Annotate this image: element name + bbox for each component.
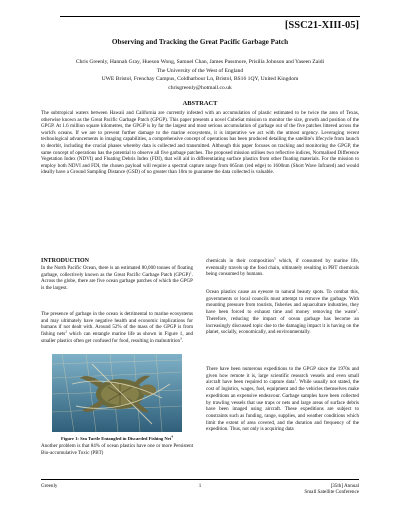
introduction-heading: INTRODUCTION bbox=[41, 258, 90, 264]
author-email: chrisgreenly@hotmail.co.uk bbox=[168, 84, 232, 91]
footer-conference bbox=[304, 483, 359, 496]
intro-paragraph-2 bbox=[41, 311, 193, 345]
paper-title: Observing and Tracking the Great Pacific Garbage Patch bbox=[111, 38, 289, 46]
right-p1-end: which, if consumed by marine life, eventually travels up the food chain, ultimately resulting in PBT chemicals being consumed by humans. bbox=[206, 258, 359, 278]
right-p3-end: . While usually not stated, the cost of logistics, wages, fuel, equipment and the vehicles themselves make expeditions an expensive endeavour. Garbage samples have been collected by trawling vessels that use traps or nets and large areas of surface debris have been imaged using aircraft. These expeditions are subject to constraints such as funding, range, supplies, and weather conditions which limit the extent of area covered, and the duration and frequency of the expedition. Thus, not only is acquiring data bbox=[206, 379, 359, 433]
intro-p1-end: . Across the globe, there are five ocean garbage patches of which the GPGP is the largest. bbox=[41, 271, 193, 292]
right-p1-text: chemicals in their composition bbox=[206, 258, 274, 264]
footer-rule bbox=[41, 479, 359, 480]
page-number: 1 bbox=[198, 483, 202, 489]
abstract-heading: ABSTRACT bbox=[182, 100, 218, 107]
intro-p2-end: which can entangle marine life as shown in Figure 1, and smaller plastics often get confused for food, resulting in malnutrition bbox=[41, 331, 193, 344]
figure-caption-text: Figure 1: Sea Turtle Entangled in Discarded Fishing Net bbox=[61, 436, 172, 441]
author-names: Chris Greenly, Hannah Gray, Hueson Wong, Samuel Chan, James Passmore, Prisilla Johnson and Yaseen Zaidi bbox=[75, 59, 325, 65]
footer-conference-line2: Small Satellite Conference bbox=[304, 489, 359, 496]
footer-conference-line1: [35th] Annual bbox=[330, 483, 359, 489]
right-paragraph-1 bbox=[206, 258, 359, 278]
ref-mark: 3 bbox=[180, 336, 182, 341]
abstract-text: The subtropical waters between Hawaii and California are currently infested with an accumulation of plastic estimated to be twice the area of Texas, otherwise known as the Great Pacific Garbage Patch (GPGP). This paper presents a novel CubeSat mission to monitor the size, growth and position of the GPGP. At 1.6 million square kilometres, the GPGP is by far the largest and most serious accumulation of garbage out of the five patches littered across the world's oceans. If we are to prevent further damage to the marine ecosystems, it is imperative we act with the utmost urgency. Leveraging recent technological advancements in imaging capabilities, a comprehensive concept of operations has been produced detailing the satellite's lifecycle from launch to deorbit, including the crucial phases whereby data is collected and transmitted. Although this paper focuses on tracking and monitoring the GPGP, the same concept of operations has the potential to observe all five garbage patches. The proposed mission utilises two reflective indices, Normalised Difference Vegetation Index (NDVI) and Floating Debris Index (FDI), that will aid in differentiating surface plastics from other floating materials. For the mission to employ both NDVI and FDI, the chosen payload will require a spectral capture range from 665nm (red edge) to 1600nm (Short Wave Infrared) and would ideally have a Ground Sampling Distance (GSD) of no greater than 10m to guarantee the data collected is valuable. bbox=[41, 110, 359, 176]
ref-mark: 1 bbox=[294, 377, 297, 382]
right-paragraph-2 bbox=[206, 289, 359, 336]
right-p2-text: Ocean plastics cause an eyesore to natural beauty spots. To combat this, governments or local councils must attempt to remove the garbage. With mounting pressure from tourists, fisheries and aquaculture industries, they have been forced to exhaust time and money removing the waste bbox=[206, 289, 359, 316]
sea-turtle-figure bbox=[52, 354, 182, 432]
author-address: UWE Bristol, Frenchay Campus, Coldharbour Ln, Bristol, BS16 1QY, United Kingdom bbox=[101, 76, 299, 83]
top-rule bbox=[60, 16, 360, 17]
right-p3-text: There have been numerous expeditions to the GPGP since the 1970s and given how remote it is, large scientific research vessels and even small aircraft have been required to capture data bbox=[206, 366, 359, 386]
footer-author: Greenly bbox=[41, 483, 58, 489]
figure-caption bbox=[41, 436, 193, 441]
right-p2-end: . Therefore, reducing the impact of ocean garbage has become an increasingly discussed topic due to the damaging impact it is having on the planet, socially, economically, and environmentally. bbox=[206, 309, 359, 336]
document-id: [SSC21-XIII-05] bbox=[284, 20, 359, 31]
ref-mark: 1 bbox=[355, 307, 358, 312]
intro-p1-text: In the North Pacific Ocean, there is an estimated 80,000 tonnes of floating garbage, collectively known as the Great Pacific Garbage Patch (GPGP) bbox=[41, 265, 193, 278]
right-paragraph-3 bbox=[206, 366, 359, 433]
author-university: The University of the West of England bbox=[156, 67, 244, 74]
ref-mark: 1 bbox=[189, 270, 192, 275]
intro-paragraph-3: Another problem is that 84% of ocean plastics have one or more Persistent Bio-accumulative Toxic (PBT) bbox=[41, 443, 193, 456]
intro-p2-text: The presence of garbage in the ocean is detrimental to marine ecosystems and may ultimately have negative health and economic implications for humans if not dealt with. Around 52% of the mass of the GPGP is from fishing nets bbox=[41, 311, 193, 338]
intro-p2-end2: . bbox=[181, 337, 184, 344]
ref-mark: 4 bbox=[171, 434, 173, 439]
sea-turtle-net-image bbox=[52, 354, 182, 432]
ref-mark: 5 bbox=[273, 256, 276, 261]
ref-mark: 2 bbox=[65, 329, 68, 334]
intro-paragraph-1 bbox=[41, 265, 193, 292]
author-block bbox=[0, 58, 400, 92]
